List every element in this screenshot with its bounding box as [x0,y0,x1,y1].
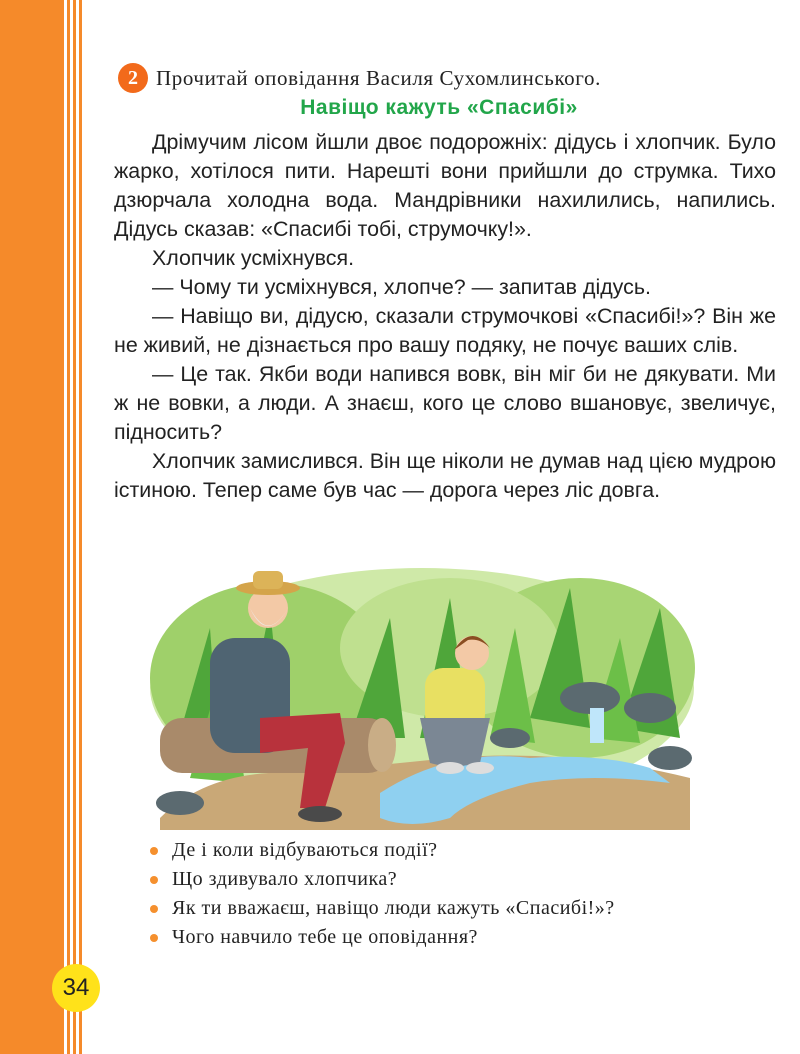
question-item [150,923,770,952]
question-item [150,836,770,865]
bullet-icon [150,876,158,884]
story-paragraph: Хлопчик замислився. Він ще ніколи не думав над цією мудрою істиною. Тепер саме був час — дорога через ліс довга. [114,449,776,502]
story-paragraph: — Навіщо ви, дідусю, сказали струмочкові «Спасибі!»? Він же не живий, не дізнається про вашу подяку, не почує ваших слів. [114,304,776,357]
bullet-icon [150,934,158,942]
side-stripes [64,0,84,1054]
story-paragraph: Дрімучим лісом йшли двоє подорожніх: дідусь і хлопчик. Було жарко, хотілося пити. Нарешті вони прийшли до струмка. Тихо дзюрчала холодна вода. Мандрівники нахилились, напились. Дідусь сказав: «Спасибі тобі, струмочку!». [114,130,776,241]
story-paragraph: Хлопчик усміхнувся. [152,246,355,270]
story-title: Навіщо кажуть «Спасибі» [300,96,578,119]
story-paragraph: — Чому ти усміхнувся, хлопче? — запитав дідусь. [152,275,651,299]
question-item [150,865,770,894]
story-text [114,128,776,505]
page-number: 34 [52,964,100,1012]
questions-list [150,836,770,952]
question-text: Де і коли відбуваються події? [172,839,438,861]
question-text: Що здивувало хлопчика? [172,868,398,890]
question-text: Як ти вважаєш, навіщо люди кажуть «Спасибі!»? [172,897,615,919]
bullet-icon [150,847,158,855]
question-text: Чого навчило тебе це оповідання? [172,926,478,948]
story-illustration [150,568,695,830]
question-item [150,894,770,923]
task-header [118,60,758,96]
side-color-band [0,0,64,1054]
task-number-badge: 2 [118,63,148,93]
task-instruction: Прочитай оповідання Василя Сухомлинського. [156,65,601,90]
story-paragraph: — Це так. Якби води напився вовк, він міг би не дякувати. Ми ж не вовки, а люди. А знаєш, кого це слово вшановує, звеличує, підносить? [114,362,776,444]
bullet-icon [150,905,158,913]
